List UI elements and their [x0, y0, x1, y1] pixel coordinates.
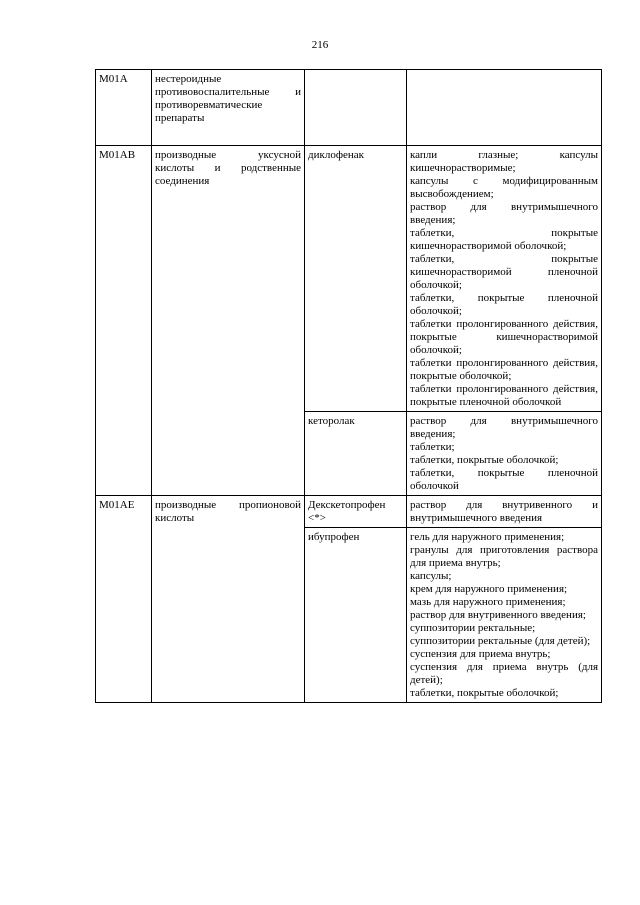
dosage-form: таблетки, покрытые оболочкой; [410, 454, 559, 466]
dosage-form: таблетки, покрытые кишечнорастворимой оболочкой; [410, 227, 598, 252]
drug-name: Декскетопрофен <*> [308, 499, 386, 524]
dosage-form: гранулы для приготовления раствора для приема внутрь; [410, 544, 598, 569]
table-row [96, 146, 602, 412]
group-cell [152, 496, 305, 703]
dosage-form: гель для наружного применения; [410, 531, 565, 543]
dosage-form: таблетки пролонгированного действия, покрытые оболочкой; [410, 357, 598, 382]
dosage-form: раствор для внутривенного введения; [410, 609, 586, 621]
drug-name: кеторолак [308, 415, 355, 427]
atc-code: M01A [99, 73, 128, 85]
drug-name-cell [305, 496, 407, 528]
dosage-form: раствор для внутримышечного введения; [410, 415, 598, 440]
group-cell [152, 70, 305, 146]
dosage-form: таблетки; [410, 441, 455, 453]
table-row [96, 70, 602, 146]
atc-code-cell [96, 70, 152, 146]
drug-classification-table [95, 69, 602, 703]
atc-code: M01AB [99, 149, 136, 161]
drug-name-cell [305, 70, 407, 146]
dosage-form: таблетки, покрытые пленочной оболочкой; [410, 292, 598, 317]
group-name: производные уксусной кислоты и родственные соединения [155, 149, 301, 187]
dosage-form: крем для наружного применения; [410, 583, 568, 595]
dosage-forms-cell [407, 70, 602, 146]
dosage-forms-cell [407, 412, 602, 496]
dosage-form: суппозитории ректальные (для детей); [410, 635, 591, 647]
group-name: нестероидные противовоспалительные и противоревматические препараты [155, 73, 301, 124]
dosage-form: таблетки, покрытые кишечнорастворимой пленочной оболочкой; [410, 253, 598, 291]
dosage-form: суспензия для приема внутрь (для детей); [410, 661, 598, 686]
dosage-form: мазь для наружного применения; [410, 596, 566, 608]
drug-name-cell [305, 528, 407, 703]
dosage-form: таблетки пролонгированного действия, покрытые пленочной оболочкой [410, 383, 598, 408]
atc-code-cell [96, 496, 152, 703]
page-number: 216 [311, 39, 329, 51]
dosage-form: капсулы; [410, 570, 452, 582]
dosage-form: таблетки, покрытые пленочной оболочкой [410, 467, 598, 492]
dosage-form: капли глазные; капсулы кишечнорастворимые; [410, 149, 598, 174]
dosage-form: таблетки пролонгированного действия, покрытые кишечнорастворимой оболочкой; [410, 318, 598, 356]
drug-name: диклофенак [308, 149, 364, 161]
dosage-forms-cell [407, 496, 602, 528]
dosage-form: суспензия для приема внутрь; [410, 648, 551, 660]
dosage-forms-cell [407, 146, 602, 412]
atc-code: M01AE [99, 499, 135, 511]
drug-name-cell [305, 146, 407, 412]
dosage-form: раствор для внутримышечного введения; [410, 201, 598, 226]
drug-name-cell [305, 412, 407, 496]
dosage-form: раствор для внутривенного и внутримышечного введения [410, 499, 598, 524]
group-cell [152, 146, 305, 496]
atc-code-cell [96, 146, 152, 496]
dosage-form: суппозитории ректальные; [410, 622, 536, 634]
drug-name: ибупрофен [308, 531, 360, 543]
table-row [96, 496, 602, 528]
dosage-forms-cell [407, 528, 602, 703]
dosage-form: капсулы с модифицированным высвобождением; [410, 175, 598, 200]
group-name: производные пропионовой кислоты [155, 499, 301, 524]
dosage-form: таблетки, покрытые оболочкой; [410, 687, 559, 699]
